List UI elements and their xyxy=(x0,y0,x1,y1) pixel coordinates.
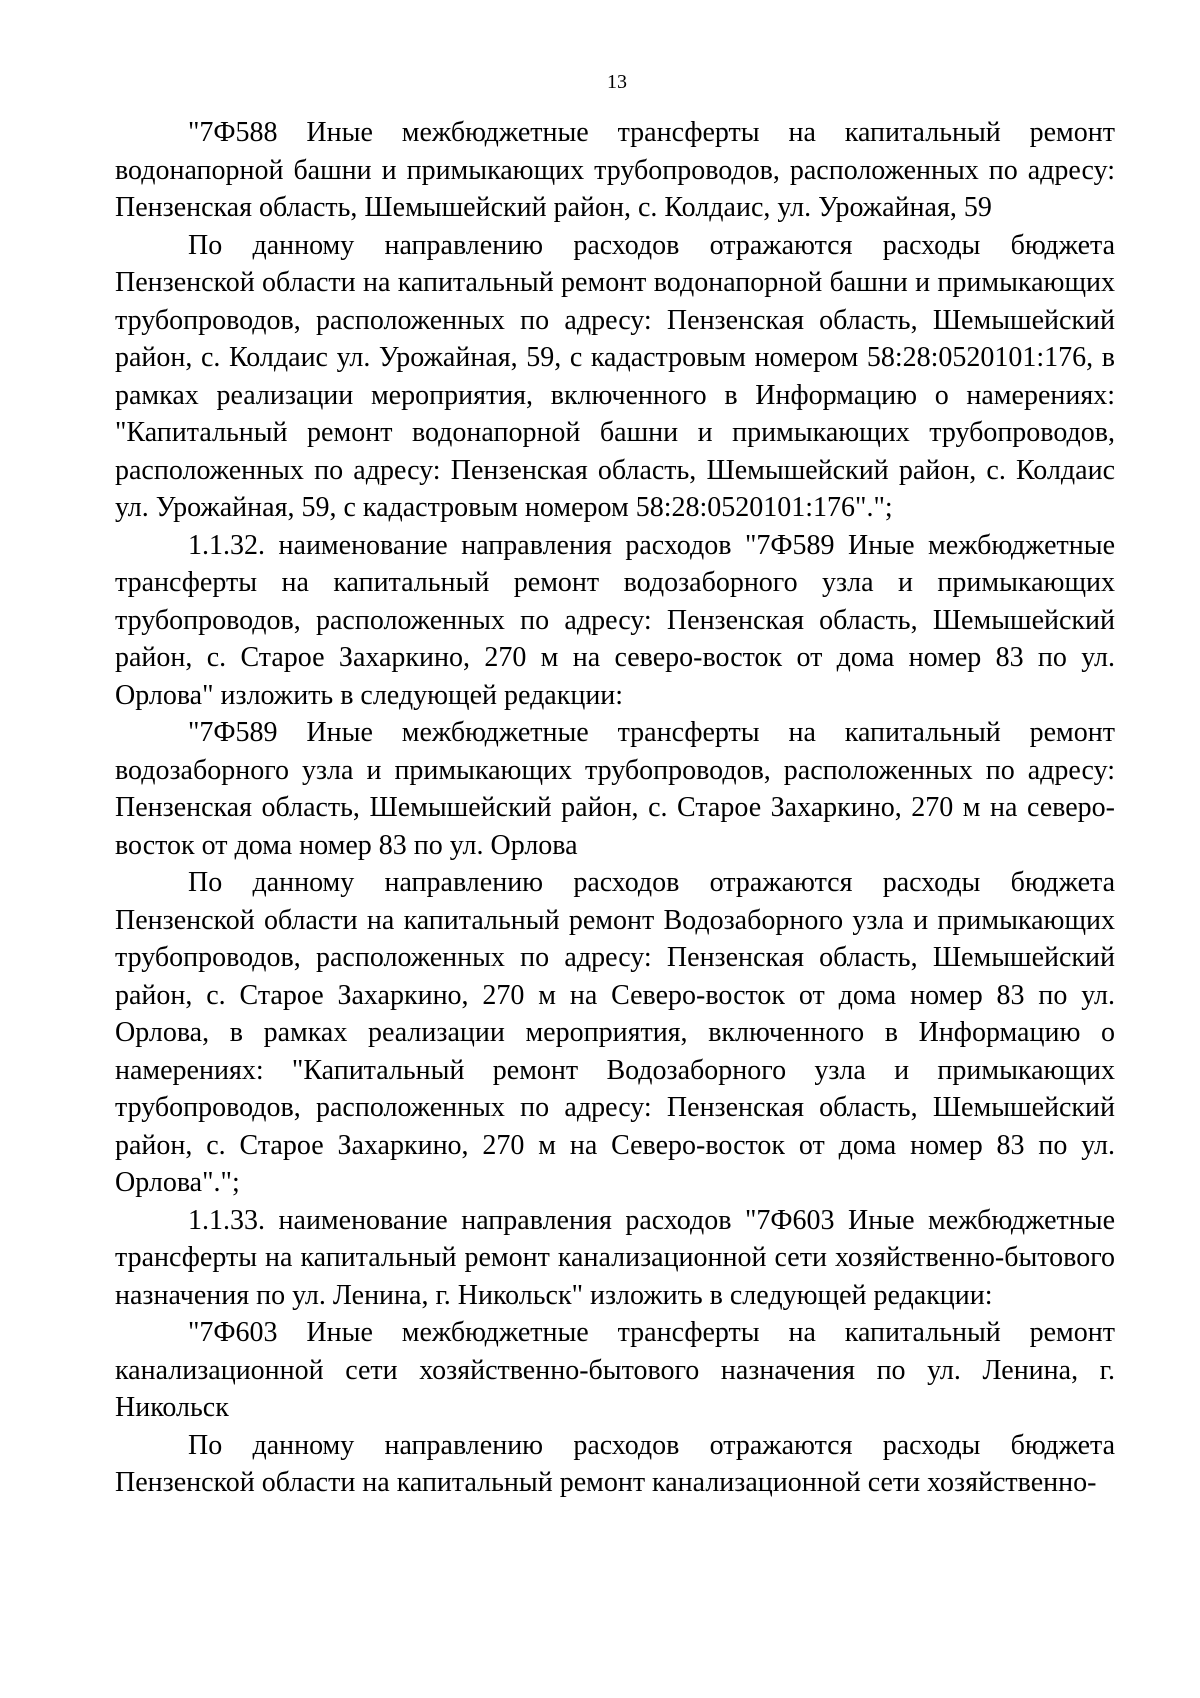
paragraph-7f588-title: "7Ф588 Иные межбюджетные трансферты на капитальный ремонт водонапорной башни и примыкающих трубопроводов, расположенных по адресу: Пензенская область, Шемышейский район, с. Колдаис, ул. Урожайная, 59 xyxy=(115,117,1115,223)
paragraph-7f589-description: По данному направлению расходов отражаются расходы бюджета Пензенской области на капитальный ремонт Водозаборного узла и примыкающих трубопроводов, расположенных по адресу: Пензенская область, Шемышейский район, с. Старое Захаркино, 270 м на Северо-восток от дома номер 83 по ул. Орлова, в рамках реализации мероприятия, включенного в Информацию о намерениях: "Капитальный ремонт Водозаборного узла и примыкающих трубопроводов, расположенных по адресу: Пензенская область, Шемышейский район, с. Старое Захаркино, 270 м на Северо-восток от дома номер 83 по ул. Орлова"."; xyxy=(115,867,1115,1198)
paragraph-7f588-description: По данному направлению расходов отражаются расходы бюджета Пензенской области на капитальный ремонт водонапорной башни и примыкающих трубопроводов, расположенных по адресу: Пензенская область, Шемышейский район, с. Колдаис ул. Урожайная, 59, с кадастровым номером 58:28:0520101:176, в рамках реализации мероприятия, включенного в Информацию о намерениях: "Капитальный ремонт водонапорной башни и примыкающих трубопроводов, расположенных по адресу: Пензенская область, Шемышейский район, с. Колдаис ул. Урожайная, 59, с кадастровым номером 58:28:0520101:176"."; xyxy=(115,229,1115,523)
document-body xyxy=(115,114,1115,1502)
paragraph-1-1-32-amendment: 1.1.32. наименование направления расходов "7Ф589 Иные межбюджетные трансферты на капитальный ремонт водозаборного узла и примыкающих трубопроводов, расположенных по адресу: Пензенская область, Шемышейский район, с. Старое Захаркино, 270 м на северо-восток от дома номер 83 по ул. Орлова" изложить в следующей редакции: xyxy=(115,529,1115,711)
paragraph-7f603-description: По данному направлению расходов отражаются расходы бюджета Пензенской области на капитальный ремонт канализационной сети хозяйственно- xyxy=(115,1429,1115,1498)
paragraph-7f603-title: "7Ф603 Иные межбюджетные трансферты на капитальный ремонт канализационной сети хозяйственно-бытового назначения по ул. Ленина, г. Никольск xyxy=(115,1317,1115,1423)
paragraph-1-1-33-amendment: 1.1.33. наименование направления расходов "7Ф603 Иные межбюджетные трансферты на капитальный ремонт канализационной сети хозяйственно-бытового назначения по ул. Ленина, г. Никольск" изложить в следующей редакции: xyxy=(115,1204,1115,1311)
paragraph-7f589-title: "7Ф589 Иные межбюджетные трансферты на капитальный ремонт водозаборного узла и примыкающих трубопроводов, расположенных по адресу: Пензенская область, Шемышейский район, с. Старое Захаркино, 270 м на северо-восток от дома номер 83 по ул. Орлова xyxy=(115,717,1115,861)
page-number: 13 xyxy=(607,71,627,93)
